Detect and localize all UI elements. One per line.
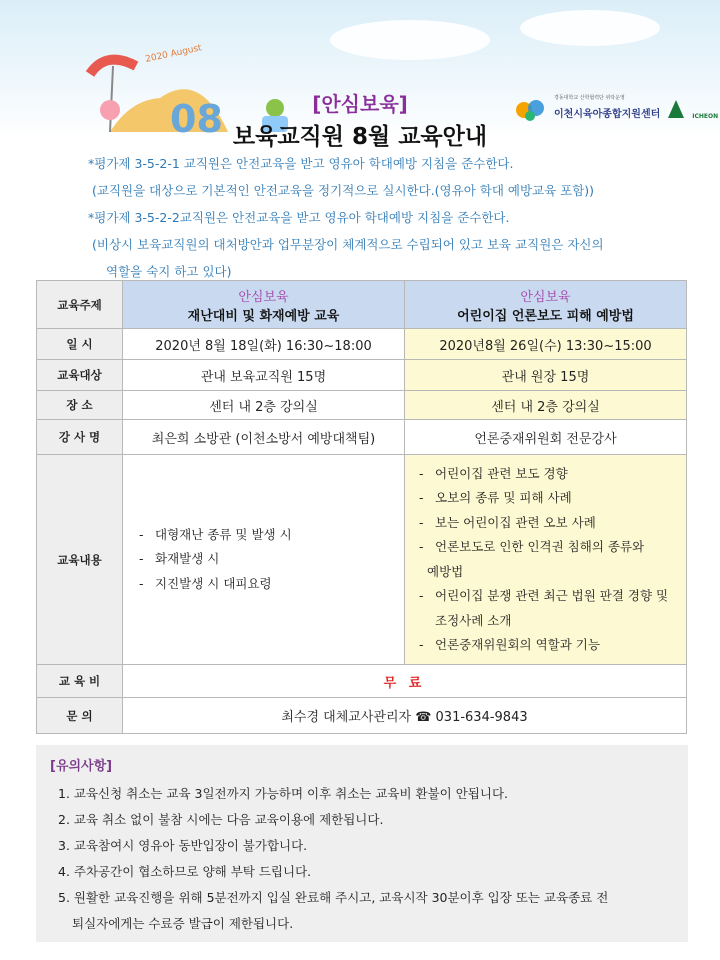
- caution-item: 3. 교육참여시 영유아 동반입장이 불가합니다.: [58, 838, 308, 853]
- header-tag: [안심보육]: [312, 92, 408, 116]
- education-table: [36, 280, 687, 734]
- cloud-decoration: [330, 20, 490, 60]
- logo-subtext: 경동대학교 산학협력단 위탁운영: [554, 95, 625, 101]
- caution-item: 4. 주차공간이 협소하므로 양해 부탁 드립니다.: [58, 864, 312, 879]
- note-line: (비상시 보육교직원의 대처방안과 업무분장이 체계적으로 수립되어 있고 보육 교직원은 자신의: [92, 237, 604, 252]
- list-item: - 오보의 종류 및 피해 사례: [413, 486, 686, 511]
- month-badge: 08: [170, 97, 223, 140]
- table-row: [37, 281, 687, 329]
- row-label-target: 교육대상: [37, 360, 123, 391]
- table-row: [37, 329, 687, 360]
- caution-item: 5. 원활한 교육진행을 위해 5분전까지 입실 완료해 주시고, 교육시작 30분이후 입장 또는 교육종료 전: [58, 890, 609, 905]
- topic-tag: 안심보육: [520, 289, 571, 305]
- caution-item: 1. 교육신청 취소는 교육 3일전까지 가능하며 이후 취소는 교육비 환불이 안됩니다.: [58, 786, 508, 801]
- caution-item: 2. 교육 취소 없이 불참 시에는 다음 교육이용에 제한됩니다.: [58, 812, 384, 827]
- caution-box: [36, 745, 688, 942]
- place-cell-1: 센터 내 2층 강의실: [123, 391, 405, 420]
- topic-title: 재난대비 및 화재예방 교육: [187, 308, 340, 324]
- contact-cell: 최수경 대체교사관리자 ☎ 031-634-9843: [123, 698, 687, 734]
- row-label-contact: 문 의: [37, 698, 123, 734]
- icheon-logo-icon: [664, 98, 688, 120]
- table-row: [37, 665, 687, 698]
- topic-title: 어린이집 언론보도 피해 예방법: [457, 308, 634, 324]
- table-row: [37, 698, 687, 734]
- list-item: - 지진발생 시 대피요령: [133, 572, 404, 597]
- topic-tag: 안심보육: [238, 289, 289, 305]
- row-label-place: 장 소: [37, 391, 123, 420]
- note-line: *평가제 3-5-2-1 교직원은 안전교육을 받고 영유아 학대예방 지침을 준수한다.: [88, 156, 514, 171]
- list-item: - 보는 어린이집 관련 오보 사례: [413, 511, 686, 536]
- center-logo: [514, 96, 718, 122]
- list-item: - 언론보도로 인한 인격권 침해의 종류와: [413, 535, 686, 560]
- list-item: - 화재발생 시: [133, 547, 404, 572]
- row-label-topic: 교육주제: [37, 281, 123, 329]
- table-row: [37, 360, 687, 391]
- caution-continuation-text: 퇴실자에게는 수료증 발급이 제한됩니다.: [72, 916, 294, 931]
- list-item: - 언론중재위원회의 역할과 기능: [413, 633, 686, 658]
- topic-cell-2: [405, 281, 687, 329]
- list-item: - 어린이집 분쟁 관련 최근 법원 판결 경향 및: [413, 584, 686, 609]
- content-list-1: [133, 523, 404, 597]
- note-line: *평가제 3-5-2-2교직원은 안전교육을 받고 영유아 학대예방 지침을 준수한다.: [88, 210, 510, 225]
- list-item: - 어린이집 관련 보도 경향: [413, 462, 686, 487]
- list-item-continuation: 예방법: [427, 563, 464, 579]
- fee-cell: [123, 665, 687, 698]
- note-line: (교직원을 대상으로 기본적인 안전교육을 정기적으로 실시한다.(영유아 학대 예방교육 포함)): [92, 183, 595, 198]
- list-item: - 대형재난 종류 및 발생 시: [133, 523, 404, 548]
- fee-value: 무 료: [383, 675, 426, 691]
- topic-cell-1: [123, 281, 405, 329]
- target-cell-1: 관내 보육교직원 15명: [123, 360, 405, 391]
- table-row: [37, 391, 687, 420]
- icheon-brand: ICHEON: [692, 112, 719, 120]
- cloud-decoration: [520, 10, 660, 46]
- row-label-instructor: 강 사 명: [37, 420, 123, 455]
- note-line: 역할을 숙지 하고 있다): [106, 264, 232, 279]
- evaluation-notes: [88, 150, 688, 285]
- instructor-cell-2: 언론중재위원회 전문강사: [405, 420, 687, 455]
- page-title: 보육교직원 8월 교육안내: [232, 124, 488, 150]
- content-cell-2: [405, 455, 687, 665]
- content-list-2: [413, 462, 686, 658]
- content-cell-1: [123, 455, 405, 665]
- center-logo-icon: [514, 96, 550, 122]
- caution-item-continuation: [58, 911, 678, 937]
- row-label-date: 일 시: [37, 329, 123, 360]
- row-label-fee: 교 육 비: [37, 665, 123, 698]
- illustration-caption: 2020 August: [144, 43, 203, 65]
- table-row: [37, 455, 687, 665]
- table-row: [37, 420, 687, 455]
- list-item-continuation: 조정사례 소개: [435, 612, 512, 628]
- logo-name: 이천시육아종합지원센터: [554, 108, 661, 120]
- place-cell-2: 센터 내 2층 강의실: [405, 391, 687, 420]
- date-cell-2: 2020년8월 26일(수) 13:30~15:00: [405, 329, 687, 360]
- date-cell-1: 2020년 8월 18일(화) 16:30~18:00: [123, 329, 405, 360]
- target-cell-2: 관내 원장 15명: [405, 360, 687, 391]
- instructor-cell-1: 최은희 소방관 (이천소방서 예방대책팀): [123, 420, 405, 455]
- caution-title: [유의사항]: [50, 759, 113, 774]
- caution-list: [58, 781, 678, 937]
- row-label-content: 교육내용: [37, 455, 123, 665]
